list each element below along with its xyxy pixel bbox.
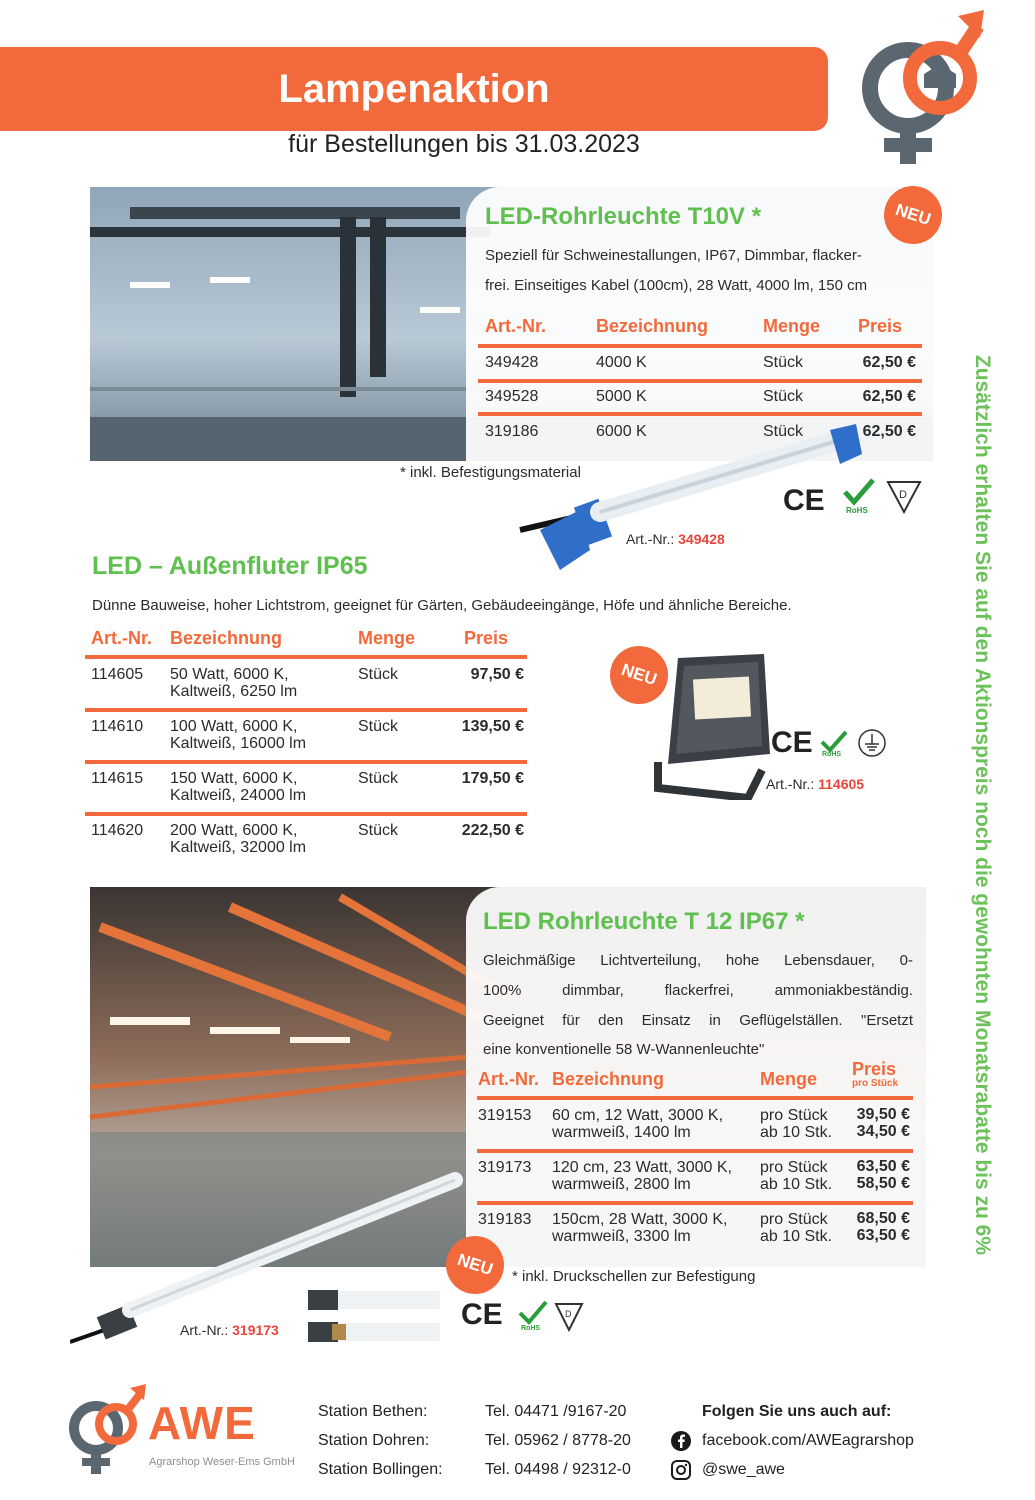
table-separator [85,812,527,816]
s2-row2-bez2: Kaltweiß, 16000 lm [170,735,307,752]
s1-row1-menge: Stück [763,354,804,371]
s3-row2-p2: 58,50 € [856,1175,910,1192]
ce-mark-icon: CE [771,726,813,759]
ce-mark-icon: CE [783,484,825,517]
s1-row3-art: 319186 [485,423,539,440]
s1-row2-art: 349528 [485,388,539,405]
instagram-link[interactable]: @swe_awe [702,1461,785,1478]
s1-row3-menge: Stück [763,423,804,440]
side-discount-note [962,250,1002,1360]
table-separator [85,708,527,712]
col-header-menge: Menge [358,628,416,648]
s3-row3-m2: ab 10 Stk. [760,1228,833,1245]
ground-mark-icon [857,728,887,758]
station-tel[interactable]: Tel. 05962 / 8778-20 [485,1432,631,1449]
s3-row2-art: 319173 [478,1159,532,1176]
s2-row3-art: 114615 [91,770,144,787]
section1-footnote: * inkl. Befestigungsmaterial [400,464,581,481]
col-header-preis: Preis [858,316,903,336]
footer-logo-sub: Agrarshop Weser-Ems GmbH [149,1456,295,1468]
col-header-artnr: Art.-Nr. [478,1069,540,1089]
section3-desc-line3: Geeignet für den Einsatz in Geflügelställen. "Ersetzt [483,1012,913,1029]
section2-artnr: Art.-Nr.: 114605 [766,776,865,792]
s3-row1-art: 319153 [478,1107,532,1124]
s2-row4-bez1: 200 Watt, 6000 K, [170,822,298,839]
section2-desc: Dünne Bauweise, hoher Lichtstrom, geeignet für Gärten, Gebäudeeingänge, Höfe und ähnliche Bereiche. [92,597,792,614]
s1-row2-bez: 5000 K [596,388,647,405]
d-mark-icon [886,480,922,514]
s2-row4-art: 114620 [91,822,144,839]
s3-row2-bez1: 120 cm, 23 Watt, 3000 K, [552,1159,732,1176]
s3-row3-p2: 63,50 € [856,1227,910,1244]
instagram-icon[interactable] [670,1459,692,1481]
s2-row4-preis: 222,50 € [461,822,524,839]
section1-title: LED-Rohrleuchte T10V * [485,203,762,230]
station-tel[interactable]: Tel. 04471 /9167-20 [485,1403,627,1420]
col-header-menge: Menge [763,316,821,336]
facebook-icon[interactable] [670,1430,692,1452]
s2-row3-bez1: 150 Watt, 6000 K, [170,770,298,787]
side-discount-text: Zusätzlich erhalten Sie auf den Aktionspreis noch die gewohnten Monatsrabatte bis zu 6% [971,354,994,1256]
section2-title: LED – Außenfluter IP65 [92,552,368,580]
s2-row1-preis: 97,50 € [470,666,524,683]
s3-row3-m1: pro Stück [760,1211,828,1228]
s3-row3-p1: 68,50 € [856,1210,910,1227]
s2-row3-preis: 179,50 € [461,770,524,787]
col-header-bezeichnung: Bezeichnung [596,316,709,336]
rohs-label: RoHS [822,751,842,758]
s1-row2-preis: 62,50 € [862,388,916,405]
awe-logo-icon [60,1384,150,1479]
rohs-label: RoHS [521,1325,541,1332]
s3-row2-m2: ab 10 Stk. [760,1176,833,1193]
awe-logo-icon [836,8,986,168]
s1-row1-preis: 62,50 € [862,354,916,371]
section1-artnr: Art.-Nr.: 349428 [626,531,725,547]
section1-desc-line2: frei. Einseitiges Kabel (100cm), 28 Watt, 4000 lm, 150 cm [485,277,868,294]
page-title: Lampenaktion [278,67,550,111]
section1-desc-line1: Speziell für Schweinestallungen, IP67, Dimmbar, flacker- [485,247,862,264]
table-separator [477,1096,913,1100]
station-name: Station Dohren: [318,1432,430,1449]
section3-desc-line1: Gleichmäßige Lichtverteilung, hohe Lebensdauer, 0- [483,952,913,969]
s2-row3-menge: Stück [358,770,399,787]
facebook-link[interactable]: facebook.com/AWEagrarshop [702,1432,914,1449]
s1-row2-menge: Stück [763,388,804,405]
table-separator [477,1149,913,1153]
s2-row2-menge: Stück [358,718,399,735]
s3-row3-bez2: warmweiß, 3300 lm [552,1228,691,1245]
neu-badge: NEU [438,1228,511,1301]
s2-row2-bez1: 100 Watt, 6000 K, [170,718,298,735]
s2-row2-preis: 139,50 € [461,718,524,735]
s3-row1-m1: pro Stück [760,1107,828,1124]
section3-title: LED Rohrleuchte T 12 IP67 * [483,908,805,935]
col-header-preis-sub: pro Stück [852,1078,899,1089]
station-tel[interactable]: Tel. 04498 / 92312-0 [485,1461,631,1478]
rohs-label: RoHS [846,506,868,515]
section3-footnote: * inkl. Druckschellen zur Befestigung [512,1268,756,1285]
station-name: Station Bollingen: [318,1461,443,1478]
neu-badge: NEU [876,178,949,251]
col-header-bezeichnung: Bezeichnung [552,1069,665,1089]
s2-row1-bez2: Kaltweiß, 6250 lm [170,683,298,700]
s1-row3-bez: 6000 K [596,423,647,440]
col-header-bezeichnung: Bezeichnung [170,628,283,648]
col-header-menge: Menge [760,1069,818,1089]
table-separator [478,344,922,348]
d-mark-icon [554,1302,584,1332]
section3-desc-line4: eine konventionelle 58 W-Wannenleuchte" [483,1041,765,1058]
table-separator [85,760,527,764]
s3-row2-p1: 63,50 € [856,1158,910,1175]
floodlight-icon [648,650,774,800]
ce-mark-icon: CE [461,1298,503,1331]
section3-artnr: Art.-Nr.: 319173 [180,1322,279,1338]
s3-row3-bez1: 150cm, 28 Watt, 3000 K, [552,1211,728,1228]
s3-row2-bez2: warmweiß, 2800 lm [552,1176,691,1193]
s1-row3-preis: 62,50 € [862,423,916,440]
s3-row1-bez2: warmweiß, 1400 lm [552,1124,691,1141]
follow-heading: Folgen Sie uns auch auf: [702,1403,892,1420]
table-separator [477,1201,913,1205]
svg-text:D: D [565,1309,572,1319]
footer-logo-text: AWE [148,1397,256,1449]
table-separator [478,412,922,416]
s3-row1-p1: 39,50 € [856,1106,910,1123]
col-header-artnr: Art.-Nr. [91,628,153,648]
s2-row2-art: 114610 [91,718,144,735]
s2-row3-bez2: Kaltweiß, 24000 lm [170,787,307,804]
col-header-artnr: Art.-Nr. [485,316,547,336]
s3-row1-m2: ab 10 Stk. [760,1124,833,1141]
table-separator [85,655,527,659]
neu-badge: NEU [602,638,675,711]
s3-row2-m1: pro Stück [760,1159,828,1176]
s3-row3-art: 319183 [478,1211,532,1228]
s1-row1-bez: 4000 K [596,354,647,371]
s3-row1-p2: 34,50 € [856,1123,910,1140]
station-name: Station Bethen: [318,1403,428,1420]
table-separator [478,379,922,383]
svg-text:D: D [899,489,907,501]
s2-row1-menge: Stück [358,666,399,683]
col-header-preis: Preis [464,628,509,648]
s2-row4-bez2: Kaltweiß, 32000 lm [170,839,307,856]
section3-desc-line2: 100% dimmbar, flackerfrei, ammoniakbeständig. [483,982,913,999]
page-subtitle: für Bestellungen bis 31.03.2023 [288,130,640,158]
s3-row1-bez1: 60 cm, 12 Watt, 3000 K, [552,1107,724,1124]
s2-row1-art: 114605 [91,666,144,683]
col-header-preis: Preis [852,1059,897,1079]
s1-row1-art: 349428 [485,354,539,371]
s2-row1-bez1: 50 Watt, 6000 K, [170,666,289,683]
s2-row4-menge: Stück [358,822,399,839]
